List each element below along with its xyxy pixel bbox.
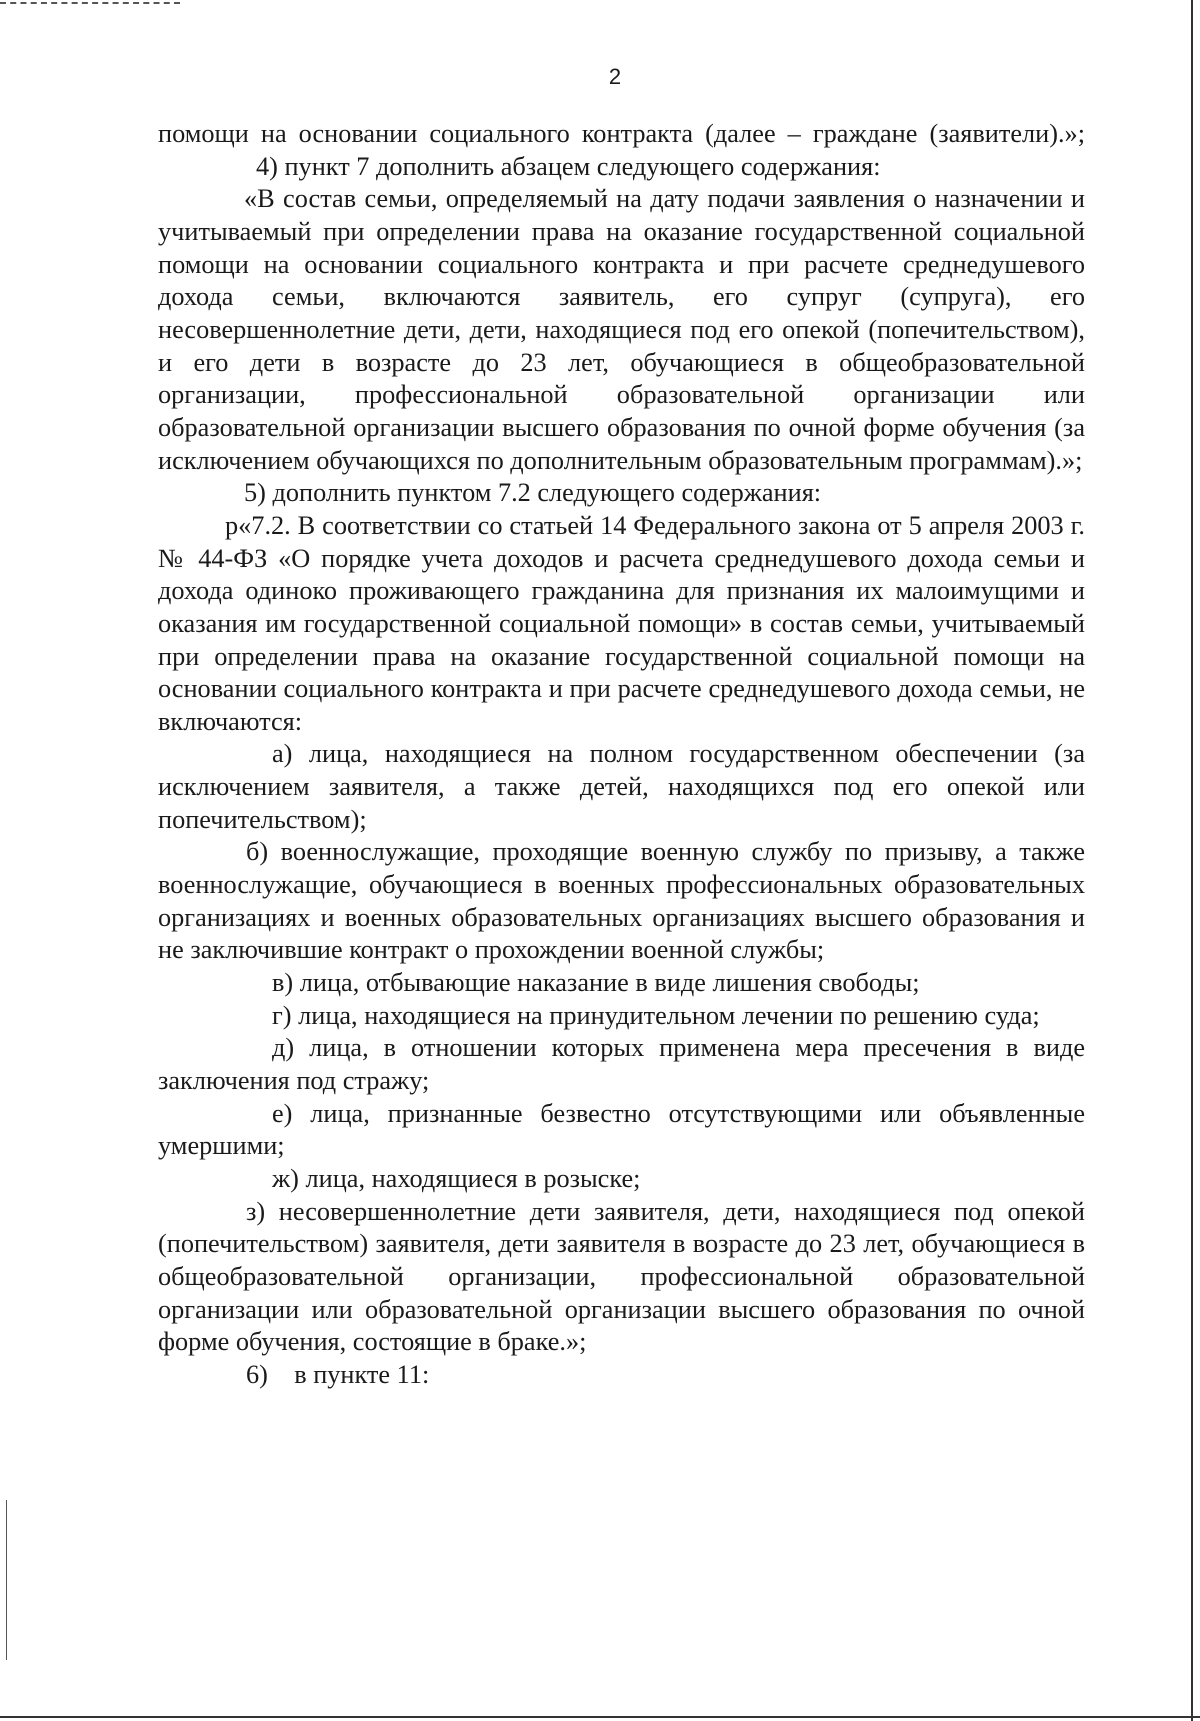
list-item-g: г) лица, находящиеся на принудительном лечении по решению суда; bbox=[272, 1000, 1040, 1030]
paragraph-continuation: помощи на основании социального контракта (далее – граждане (заявители).»; bbox=[158, 119, 1085, 148]
list-item-zh: ж) лица, находящиеся в розыске; bbox=[272, 1164, 641, 1193]
page-number: 2 bbox=[608, 64, 622, 89]
list-item-d: д) лица, в отношении которых применена мера пресечения в виде заключения под стражу; bbox=[158, 1033, 1085, 1096]
scan-edge-top bbox=[0, 2, 180, 4]
paragraph-clause-7-2: р«7.2. В соответствии со статьей 14 Федерального закона от 5 апреля 2003 г. № 44-ФЗ «О порядке учета доходов и расчета среднедушевого дохода семьи и дохода одиноко проживающего гражданина для признания их малоимущими и оказания им государственной социальной помощи» в состав семьи, учитываемый при определении права на оказание государственной социальной помощи на основании социального контракта и при расчете среднедушевого дохода семьи, не включаются: bbox=[158, 510, 1085, 736]
list-item-z: з) несовершеннолетние дети заявителя, дети, находящиеся под опекой (попечительством) заявителя, дети заявителя в возрасте до 23 лет, обучающиеся в общеобразовательной организации, профессиональной образовательной организации или образовательной организации высшего образования по очной форме обучения, состоящие в браке.»; bbox=[158, 1196, 1085, 1357]
paragraph-family-composition: «В состав семьи, определяемый на дату подачи заявления о назначении и учитываемый при определении права на оказание государственной социальной помощи на основании социального контракта и при расчете среднедушевого дохода семьи, включаются заявитель, его супруг (супруга), его несовершеннолетние дети, дети, находящиеся под его опекой (попечительством), и его дети в возрасте до 23 лет, обучающиеся в общеобразовательной организации, профессиональной образовательной организации или образовательной организации высшего образования по очной форме обучения (за исключением обучающихся по дополнительным образовательным программам).»; bbox=[158, 184, 1085, 475]
paragraph-item-6: 6) в пункте 11: bbox=[246, 1359, 430, 1389]
scan-edge-right bbox=[1191, 0, 1193, 1721]
list-item-v: в) лица, отбывающие наказание в виде лишения свободы; bbox=[272, 968, 920, 998]
scan-edge-left bbox=[6, 1500, 7, 1660]
scan-edge-bottom bbox=[0, 1716, 1200, 1718]
document-body bbox=[158, 118, 1085, 1392]
paragraph-item-5: 5) дополнить пунктом 7.2 следующего содержания: bbox=[244, 478, 822, 508]
list-item-e: е) лица, признанные безвестно отсутствующими или объявленные умершими; bbox=[158, 1098, 1085, 1161]
list-item-a: а) лица, находящиеся на полном государственном обеспечении (за исключением заявителя, а также детей, находящихся под его опекой или попечительством); bbox=[158, 739, 1085, 834]
list-item-b: б) военнослужащие, проходящие военную службу по призыву, а также военнослужащие, обучающиеся в военных профессиональных образовательных организациях и военных образовательных организациях высшего образования и не заключившие контракт о прохождении военной службы; bbox=[158, 837, 1085, 965]
paragraph-item-4: 4) пункт 7 дополнить абзацем следующего содержания: bbox=[256, 151, 881, 181]
